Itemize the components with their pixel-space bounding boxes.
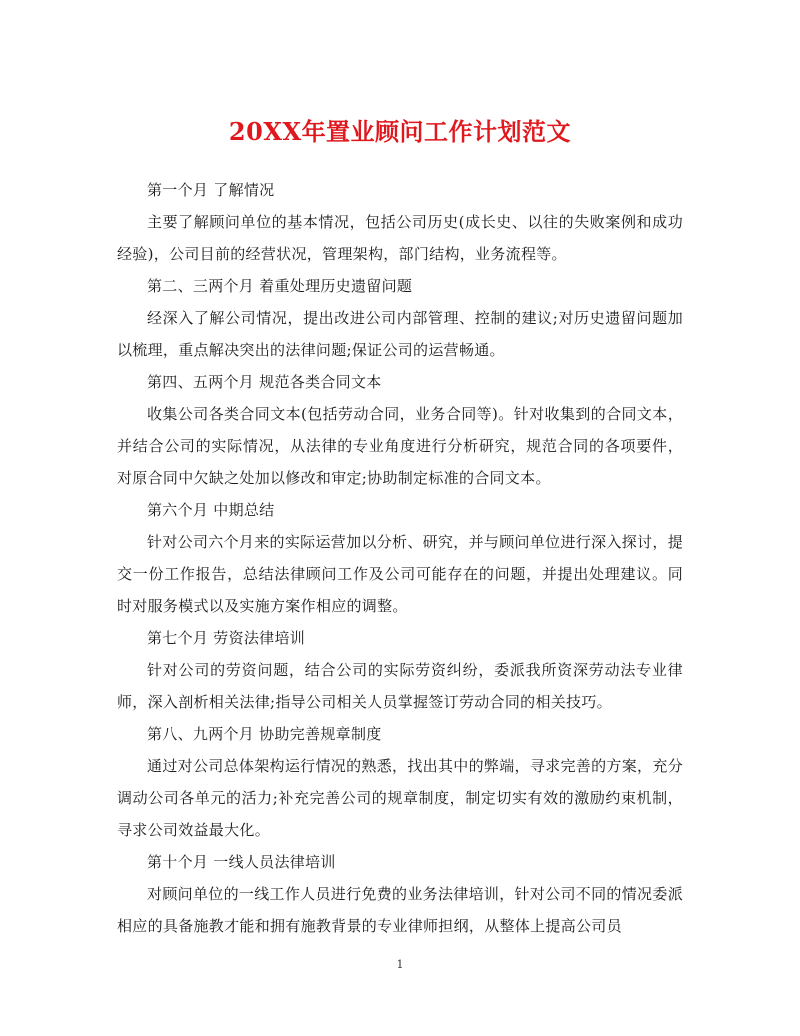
paragraph: 针对公司六个月来的实际运营加以分析、研究，并与顾问单位进行深入探讨，提交一份工作报告，总结法律顾问工作及公司可能存在的问题，并提出处理建议。同时对服务模式以及实施方案作相应的调整。 bbox=[117, 533, 683, 615]
paragraph: 经深入了解公司情况，提出改进公司内部管理、控制的建议;对历史遗留问题加以梳理，重点解决突出的法律问题;保证公司的运营畅通。 bbox=[117, 309, 683, 359]
page-number: 1 bbox=[396, 958, 404, 971]
paragraph-heading: 第二、三两个月 着重处理历史遗留问题 bbox=[147, 277, 413, 295]
paragraph: 对顾问单位的一线工作人员进行免费的业务法律培训，针对公司不同的情况委派相应的具备施教才能和拥有施教背景的专业律师担纲，从整体上提高公司员 bbox=[117, 885, 683, 935]
paragraph: 通过对公司总体架构运行情况的熟悉，找出其中的弊端，寻求完善的方案，充分调动公司各单元的活力;补充完善公司的规章制度，制定切实有效的激励约束机制，寻求公司效益最大化。 bbox=[117, 757, 683, 839]
paragraph: 收集公司各类合同文本(包括劳动合同，业务合同等)。针对收集到的合同文本，并结合公司的实际情况，从法律的专业角度进行分析研究，规范合同的各项要件，对原合同中欠缺之处加以修改和审定;协助制定标准的合同文本。 bbox=[117, 405, 683, 487]
paragraph: 主要了解顾问单位的基本情况，包括公司历史(成长史、以往的失败案例和成功经验)，公司目前的经营状况，管理架构，部门结构，业务流程等。 bbox=[117, 213, 683, 263]
paragraph-heading: 第四、五两个月 规范各类合同文本 bbox=[147, 373, 382, 391]
paragraph-heading: 第六个月 中期总结 bbox=[147, 501, 275, 519]
paragraph-heading: 第七个月 劳资法律培训 bbox=[147, 629, 306, 647]
paragraph-heading: 第八、九两个月 协助完善规章制度 bbox=[147, 725, 382, 743]
paragraph: 针对公司的劳资问题，结合公司的实际劳资纠纷，委派我所资深劳动法专业律师，深入剖析相关法律;指导公司相关人员掌握签订劳动合同的相关技巧。 bbox=[117, 661, 683, 711]
paragraph-heading: 第一个月 了解情况 bbox=[147, 181, 275, 199]
document-body bbox=[117, 174, 683, 942]
document-title: 20XX年置业顾问工作计划范文 bbox=[228, 117, 572, 146]
paragraph-heading: 第十个月 一线人员法律培训 bbox=[147, 853, 336, 871]
